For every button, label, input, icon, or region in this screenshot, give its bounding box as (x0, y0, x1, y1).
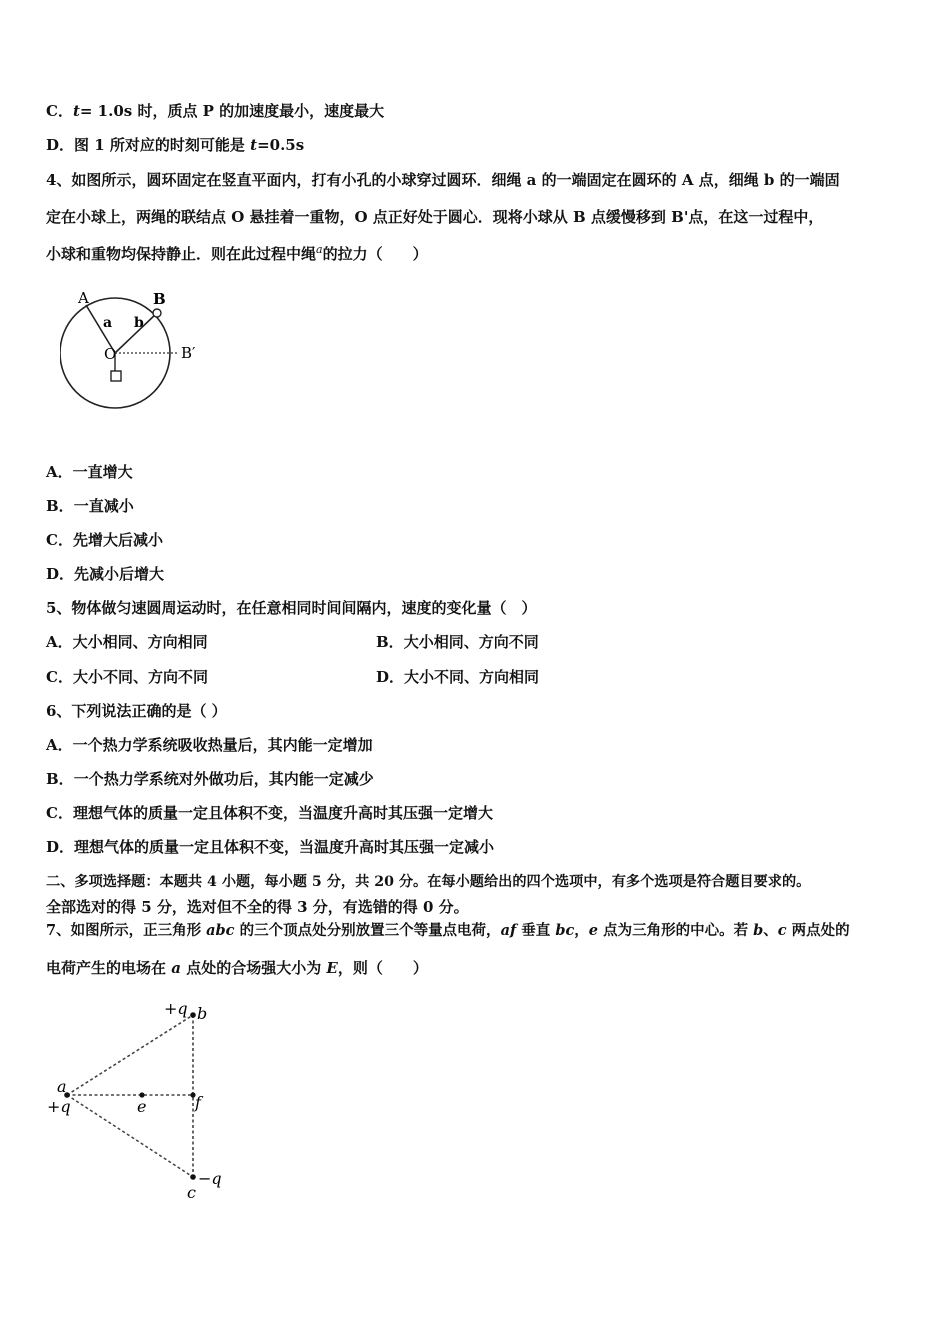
q3-option-c: C．t= 1.0s 时，质点 P 的加速度最小，速度最大 (46, 102, 385, 120)
q4-option-a: A．一直增大 (46, 463, 133, 481)
q7-stem-line1: 7、如图所示，正三角形 abc 的三个顶点处分别放置三个等量点电荷，af 垂直 bc，e 点为三角形的中心。若 b、c 两点处的 (46, 922, 850, 939)
charge-b-label: +q (164, 999, 188, 1018)
q4-option-d: D．先减小后增大 (46, 565, 165, 583)
q7-stem-line2: 电荷产生的电场在 a 点处的合场强大小为 E，则（ ） (46, 959, 428, 977)
charge-a-label: +q (47, 1097, 71, 1116)
q6-option-a: A．一个热力学系统吸收热量后，其内能一定增加 (46, 736, 373, 754)
section2-intro-line1: 二、多项选择题：本题共 4 小题，每小题 5 分，共 20 分。在每小题给出的四个选项中，有多个选项是符合题目要求的。 (46, 874, 811, 890)
q4-stem-line3: 小球和重物均保持静止．则在此过程中绳$^a$的拉力（ ） (46, 243, 428, 263)
center-e-label: e (137, 1097, 147, 1116)
vertex-c-label: c (187, 1183, 196, 1202)
figure-label-o: O (104, 345, 117, 363)
q3-option-d: D．图 1 所对应的时刻可能是 t=0.5s (46, 136, 305, 154)
figure-label-b-point: B (153, 290, 166, 308)
q6-stem: 6、下列说法正确的是（ ） (46, 702, 227, 720)
vertex-b-label: b (197, 1004, 208, 1023)
q4-ring-figure (60, 285, 220, 420)
charge-c-label: −q (198, 1169, 222, 1188)
q5-stem: 5、物体做匀速圆周运动时，在任意相同时间间隔内，速度的变化量（ ） (46, 599, 537, 617)
figure-label-bprime: B′ (181, 344, 196, 362)
figure-label-rope-a: a (103, 315, 113, 331)
q7-triangle-figure (40, 995, 240, 1205)
q4-stem-line1: 4、如图所示，圆环固定在竖直平面内，打有小孔的小球穿过圆环．细绳 a 的一端固定在圆环的 A 点，细绳 b 的一端固 (46, 171, 840, 189)
q4-option-c: C．先增大后减小 (46, 531, 163, 549)
foot-f-label: f (195, 1093, 201, 1112)
q5-option-b: B．大小相同、方向不同 (376, 633, 539, 651)
vertex-a-label: a (57, 1077, 67, 1096)
q4-stem-line2: 定在小球上，两绳的联结点 O 悬挂着一重物，O 点正好处于圆心．现将小球从 B 点缓慢移到 B'点，在这一过程中， (46, 208, 824, 226)
q6-option-c: C．理想气体的质量一定且体积不变，当温度升高时其压强一定增大 (46, 804, 493, 822)
q5-option-a: A．大小相同、方向相同 (46, 633, 208, 651)
q4-option-b: B．一直减小 (46, 497, 134, 515)
q6-option-b: B．一个热力学系统对外做功后，其内能一定减少 (46, 770, 374, 788)
q5-option-c: C．大小不同、方向不同 (46, 668, 208, 686)
figure-label-rope-b: b (134, 315, 144, 331)
q6-option-d: D．理想气体的质量一定且体积不变，当温度升高时其压强一定减小 (46, 838, 495, 856)
section2-intro-line2: 全部选对的得 5 分，选对但不全的得 3 分，有选错的得 0 分。 (46, 898, 469, 916)
q5-option-d: D．大小不同、方向相同 (376, 668, 540, 686)
figure-label-a-point: A (78, 289, 89, 307)
